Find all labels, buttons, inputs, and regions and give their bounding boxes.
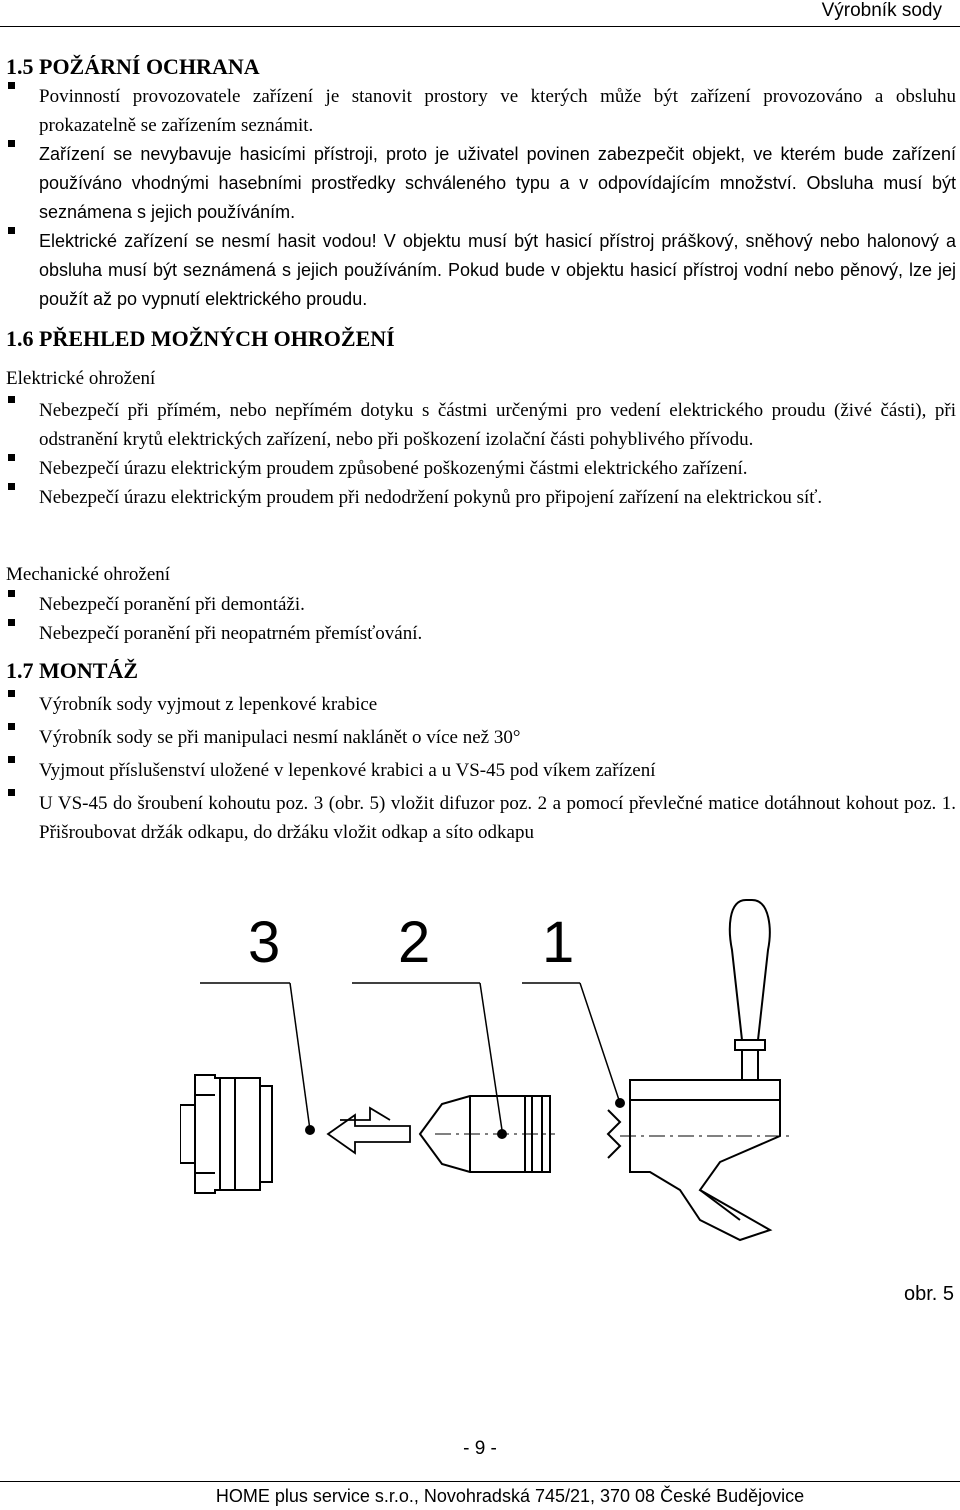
fire-list: [0, 82, 960, 314]
diffuser-part-2: [420, 1096, 555, 1172]
bullet-icon: [8, 723, 15, 730]
bullet-icon: [8, 590, 15, 597]
electrical-hazards-list: [0, 396, 960, 512]
part-label-1: 1: [542, 910, 575, 975]
bullet-icon: [8, 396, 15, 403]
section-heading-assembly: 1.7 MONTÁŽ: [6, 658, 138, 683]
list-item: Nebezpečí úrazu elektrickým proudem způsobené poškozenými částmi elektrického zařízení.: [0, 454, 960, 483]
footer-company: HOME plus service s.r.o., Novohradská 745/21, 370 08 České Budějovice: [215, 1486, 805, 1506]
assembly-list: [0, 690, 960, 851]
bullet-icon: [8, 789, 15, 796]
bullet-icon: [8, 82, 15, 89]
part-label-3: 3: [248, 910, 281, 975]
list-item: Výrobník sody se při manipulaci nesmí naklánět o více než 30°: [0, 723, 960, 752]
list-item: U VS-45 do šroubení kohoutu poz. 3 (obr. 5) vložit difuzor poz. 2 a pomocí převlečné matice dotáhnout kohout poz. 1. Přišroubovat držák odkapu, do držáku vložit odkap a síto odkapu: [0, 789, 960, 847]
header-rule: [0, 26, 960, 27]
fitting-part-3: [180, 1075, 314, 1193]
bullet-icon: [8, 227, 15, 234]
bullet-icon: [8, 140, 15, 147]
subheading-mechanical: Mechanické ohrožení: [6, 564, 171, 585]
list-item: Povinností provozovatele zařízení je stanovit prostory ve kterých může být zařízení provozováno a obsluhu prokazatelně se zařízením seznámit.: [0, 82, 960, 140]
bullet-icon: [8, 756, 15, 763]
bullet-icon: [8, 690, 15, 697]
leader-lines: [200, 983, 620, 1130]
assembly-drawing: [180, 890, 800, 1250]
list-item: Nebezpečí poranění při demontáži.: [0, 590, 960, 619]
figure-caption: obr. 5: [903, 1283, 954, 1305]
section-heading-fire: 1.5 POŽÁRNÍ OCHRANA: [6, 54, 260, 79]
list-item: Zařízení se nevybavuje hasicími přístroji, proto je uživatel povinen zabezpečit objekt, ve kterém bude zařízení používáno vhodnými hasebními prostředky schváleného typu a v odpovídajícím množství. Obsluha musí být seznámena s jejich používáním.: [0, 140, 960, 227]
part-label-2: 2: [398, 910, 431, 975]
arrow-icon: [328, 1108, 410, 1153]
list-item: Výrobník sody vyjmout z lepenkové krabice: [0, 690, 960, 719]
tap-part-1: [608, 900, 790, 1240]
list-item: Nebezpečí úrazu elektrickým proudem při nedodržení pokynů pro připojení zařízení na elektrickou síť.: [0, 483, 960, 512]
list-item: Elektrické zařízení se nesmí hasit vodou! V objektu musí být hasicí přístroj práškový, sněhový nebo halonový a obsluha musí být seznámená s jejich používáním. Pokud bude v objektu hasicí přístroj vodní nebo pěnový, lze jej použít až po vypnutí elektrického proudu.: [0, 227, 960, 314]
page-header-title: Výrobník sody: [821, 0, 942, 21]
page-number: - 9 -: [463, 1438, 497, 1459]
bullet-icon: [8, 483, 15, 490]
mechanical-hazards-list: [0, 590, 960, 648]
bullet-icon: [8, 454, 15, 461]
bullet-icon: [8, 619, 15, 626]
section-heading-hazards: 1.6 PŘEHLED MOŽNÝCH OHROŽENÍ: [6, 326, 395, 351]
list-item: Nebezpečí při přímém, nebo nepřímém dotyku s částmi určenými pro vedení elektrického proudu (živé části), při odstranění krytů elektrických zařízení, nebo při poškození izolační části pohyblivého přívodu.: [0, 396, 960, 454]
subheading-electrical: Elektrické ohrožení: [6, 368, 156, 389]
list-item: Nebezpečí poranění při neopatrném přemísťování.: [0, 619, 960, 648]
footer-rule: [0, 1481, 960, 1482]
list-item: Vyjmout příslušenství uložené v lepenkové krabici a u VS-45 pod víkem zařízení: [0, 756, 960, 785]
